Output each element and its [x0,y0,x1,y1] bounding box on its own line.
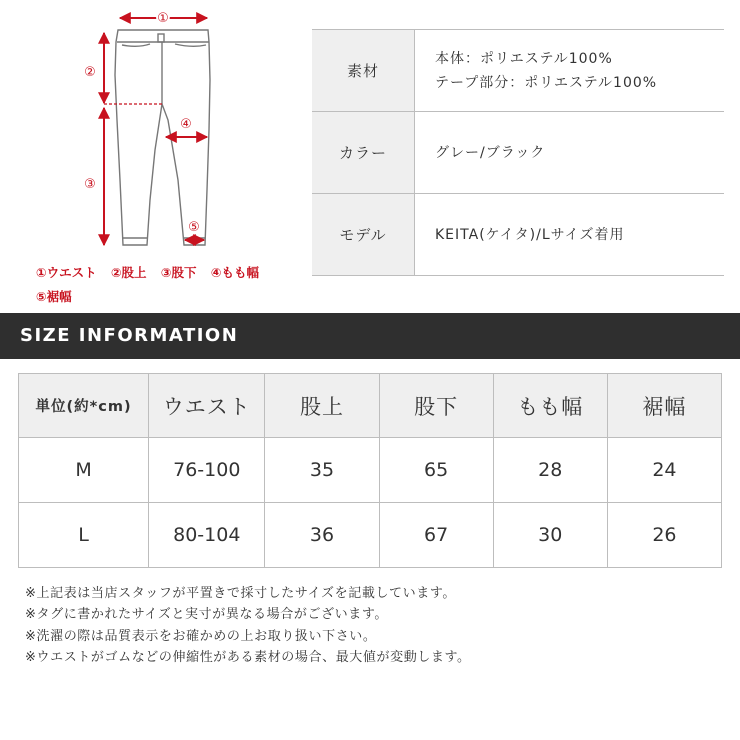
legend-row-2 [36,287,82,305]
legend-inseam: ③股下 [160,265,197,280]
header-rise: 股上 [265,374,379,438]
note-line: ※タグに書かれたサイズと実寸が異なる場合がございます。 [25,607,389,623]
size-info-banner [0,313,740,359]
size-cell: 65 [379,438,493,503]
spec-label: カラー [312,112,415,194]
legend-row-1 [36,263,269,281]
table-row [19,503,722,568]
size-cell: 26 [607,503,721,568]
size-cell: L [19,503,149,568]
spec-value-line: テープ部分：ポリエステル100% [435,74,658,91]
spec-value-line: 本体：ポリエステル100% [435,50,613,67]
spec-value-line: グレー/ブラック [435,144,546,161]
note-line: ※上記表は当店スタッフが平置きで採寸したサイズを記載しています。 [25,586,457,601]
spec-value [415,194,725,276]
spec-value [415,112,725,194]
spec-row-material [312,30,724,112]
spec-table [312,29,724,276]
spec-row-color [312,112,724,194]
size-cell: 24 [607,438,721,503]
size-cell: 36 [265,503,379,568]
header-waist: ウエスト [149,374,265,438]
note-line: ※洗濯の際は品質表示をお確かめの上お取り扱い下さい。 [25,628,377,644]
size-cell: 35 [265,438,379,503]
notes [25,583,471,668]
header-thigh: もも幅 [493,374,607,438]
marker-5: ⑤ [188,220,200,235]
spec-value [415,30,725,112]
header-inseam: 股下 [379,374,493,438]
marker-1: ① [157,11,169,26]
pants-measurement-diagram [0,0,300,260]
size-cell: M [19,438,149,503]
size-cell: 76-100 [149,438,265,503]
spec-label: 素材 [312,30,415,112]
spec-value-line: KEITA(ケイタ)/Lサイズ着用 [435,226,625,243]
size-table [18,373,722,568]
header-unit: 単位(約*cm) [19,374,149,438]
note-line: ※ウエストがゴムなどの伸縮性がある素材の場合、最大値が変動します。 [25,649,471,665]
size-table-header [19,374,722,438]
marker-3: ③ [84,177,96,192]
legend-waist: ①ウエスト [36,265,97,280]
spec-label: モデル [312,194,415,276]
size-cell: 28 [493,438,607,503]
size-cell: 80-104 [149,503,265,568]
table-row [19,438,722,503]
legend-thigh: ④もも幅 [210,265,259,280]
legend-rise: ②股上 [110,265,147,280]
header-hem: 裾幅 [607,374,721,438]
size-cell: 30 [493,503,607,568]
size-info-title: SIZE INFORMATION [20,325,239,346]
legend-hem: ⑤裾幅 [36,289,72,304]
marker-2: ② [84,65,96,80]
marker-4: ④ [180,117,192,132]
spec-row-model [312,194,724,276]
size-cell: 67 [379,503,493,568]
